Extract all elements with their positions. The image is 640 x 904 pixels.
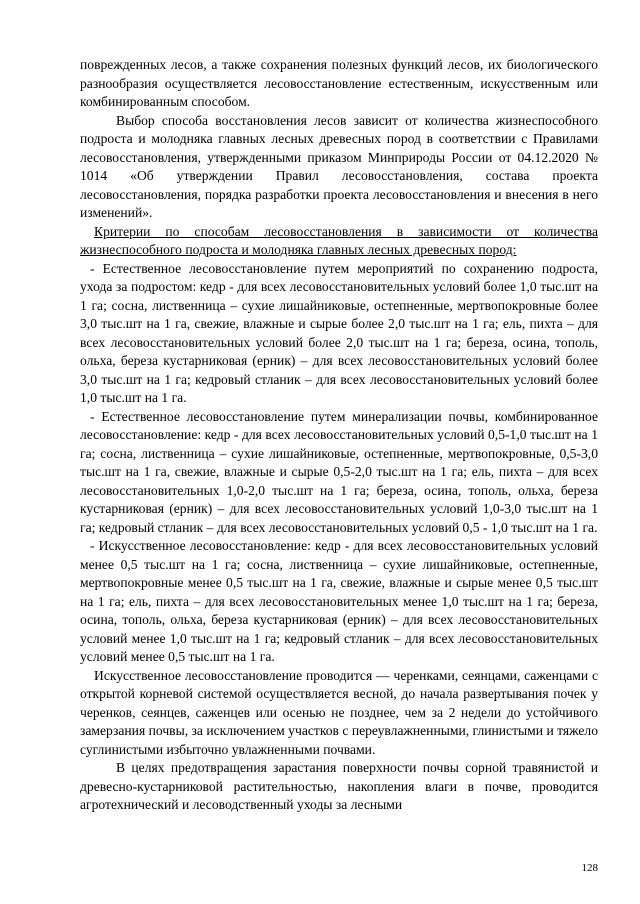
paragraph-method-choice: Выбор способа восстановления лесов зависит от количества жизнеспособного подроста и молодняка главных лесных древесных пород в соответствии с Правилами лесовосстановления, утвержденными приказом Минприроды России от 04.12.2020 № 1014 «Об утверждении Правил лесовосстановления, состава проекта лесовосстановления, порядка разработки проекта лесовосстановления и внесения в него изменений». (80, 112, 598, 220)
paragraph-natural-preservation: - Естественное лесовосстановление путем мероприятий по сохранению подроста, ухода за подростом: кедр - для всех лесовосстановительных условий более 1,0 тыс.шт на 1 га; сосна, лиственница – сухие лишайниковые, остепненные, мертвопокровные более 3,0 тыс.шт на 1 га, свежие, влажные и сырые более 2,0 тыс.шт на 1 га; ель, пихта – для всех лесовосстановительных условий более 2,0 тыс.шт на 1 га; береза, осина, тополь, ольха, береза кустарниковая (ерник) – для всех лесовосстановительных условий более 3,0 тыс.шт на 1 га; кедровый стланик – для всех лесовосстановительных условий более 1,0 тыс.шт на 1 га. (80, 260, 598, 405)
document-body (80, 56, 598, 815)
paragraph-artificial: - Искусственное лесовосстановление: кедр - для всех лесовосстановительных условий менее 0,5 тыс.шт на 1 га; сосна, лиственница – сухие лишайниковые, остепненные, мертвопокровные менее 0,5 тыс.шт на 1 га, свежие, влажные и сырые менее 0,5 тыс.шт на 1 га; ель, пихта – для всех лесовосстановительных менее 1,0 тыс.шт на 1 га; береза, осина, тополь, ольха, береза кустарниковая (ерник) – для всех лесовосстановительных условий менее 1,0 тыс.шт на 1 га; кедровый стланик – для всех лесовосстановительных условий менее 0,5 тыс.шт на 1 га. (80, 538, 598, 664)
page-number: 128 (581, 862, 598, 874)
paragraph-continuation: поврежденных лесов, а также сохранения полезных функций лесов, их биологического разнообразия осуществляется лесовосстановление естественным, искусственным или комбинированным способом. (80, 57, 598, 109)
paragraph-artificial-timing: Искусственное лесовосстановление проводится — черенками, сеянцами, саженцами с открытой корневой системой осуществляется весной, до начала развертывания почек у черенков, сеянцев, саженцев или осенью не позднее, чем за 2 недели до устойчивого замерзания почвы, за исключением участков с переувлажненными, глинистыми и тяжело суглинистыми избыточно увлажненными почвами. (80, 667, 598, 757)
paragraph-criteria-heading: Критерии по способам лесовосстановления в зависимости от количества жизнеспособного подроста и молодняка главных лесных древесных пород: (80, 223, 598, 257)
paragraph-natural-mineralization: - Естественное лесовосстановление путем минерализации почвы, комбинированное лесовосстановление: кедр - для всех лесовосстановительных условий 0,5-1,0 тыс.шт на 1 га; сосна, лиственница – сухие лишайниковые, остепненные, мертвопокровные, 0,5-3,0 тыс.шт на 1 га, свежие, влажные и сырые 0,5-2,0 тыс.шт на 1 га; ель, пихта – для всех лесовосстановительных 1,0-2,0 тыс.шт на 1 га; береза, осина, тополь, ольха, береза кустарниковая (ерник) – для всех лесовосстановительных условий 1,0-3,0 тыс.шт на 1 га; кедровый стланик – для всех лесовосстановительных условий 0,5 - 1,0 тыс.шт на 1 га. (80, 408, 598, 535)
paragraph-care: В целях предотвращения зарастания поверхности почвы сорной травянистой и древесно-кустарниковой растительностью, накопления влаги в почве, проводится агротехнический и лесоводственный уходы за лесными (80, 760, 598, 812)
